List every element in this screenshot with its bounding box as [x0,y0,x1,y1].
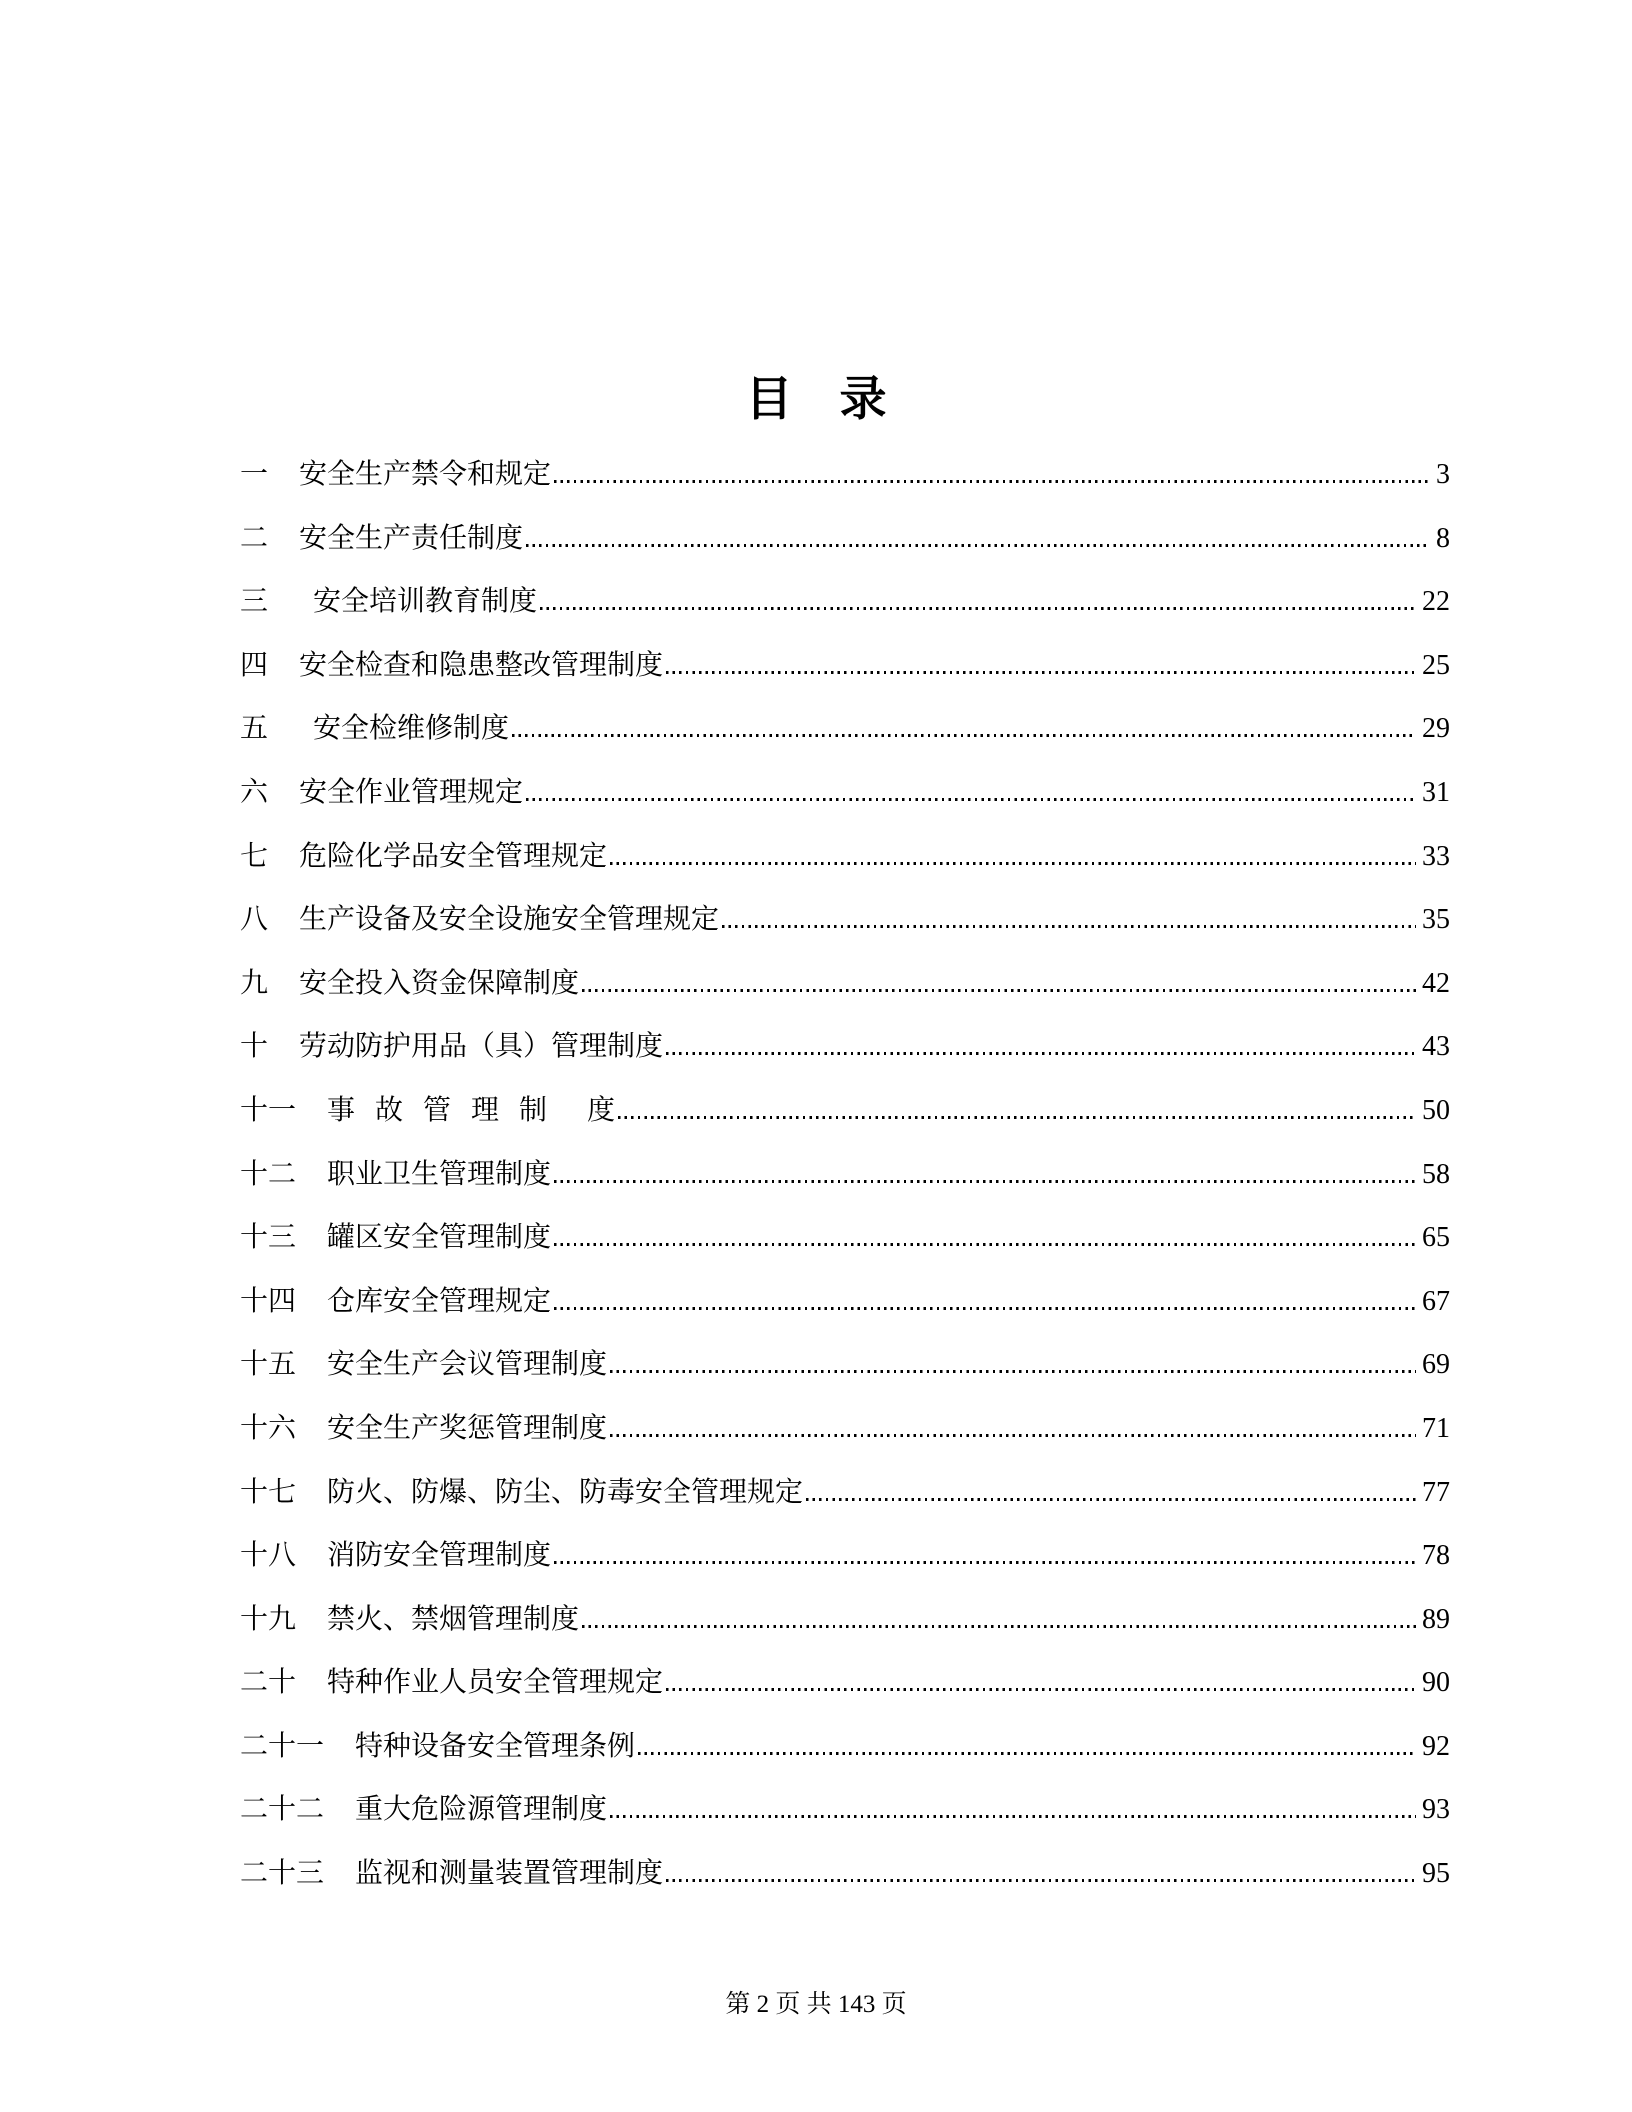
toc-entry-title: 消防安全管理制度 [327,1540,552,1572]
toc-entry-number: 二十二 [240,1794,325,1826]
toc-entry-page: 67 [1422,1285,1450,1317]
dot-leader [554,1561,1416,1564]
dot-leader [554,480,1430,483]
dot-leader [540,607,1416,610]
toc-entry-title: 安全生产禁令和规定 [299,459,552,490]
toc-entry-page: 22 [1422,586,1450,618]
toc-entry-title: 仓库安全管理规定 [327,1285,552,1317]
dot-leader [526,544,1430,547]
toc-entry[interactable] [240,888,1450,952]
toc-entry-number: 十八 [240,1540,297,1572]
toc-entry-page: 25 [1422,649,1450,681]
toc-entry[interactable] [240,1143,1450,1207]
toc-entry-title: 生产设备及安全设施安全管理规定 [299,904,720,936]
toc-entry[interactable] [240,1588,1450,1652]
toc-entry-number: 六 [240,776,269,808]
toc-entry[interactable] [240,1651,1450,1715]
toc-entry-number: 九 [240,967,269,999]
toc-entry-title: 特种作业人员安全管理规定 [327,1667,664,1699]
toc-entry[interactable] [240,1778,1450,1842]
dot-leader [666,1879,1416,1882]
toc-entry-page: 42 [1422,967,1450,999]
toc-entry[interactable] [240,1461,1450,1525]
toc-entry-page: 71 [1422,1412,1450,1444]
toc-entry-number: 一 [240,459,269,490]
toc-entry[interactable] [240,1270,1450,1334]
toc-entry-number: 五 [240,713,269,745]
toc-entry-title: 罐区安全管理制度 [327,1222,552,1254]
toc-entry-title: 安全检维修制度 [313,713,510,745]
toc-entry[interactable] [240,443,1450,507]
toc-entry-number: 二十 [240,1667,297,1699]
dot-leader [582,989,1416,992]
page-footer: 第 2 页 共 143 页 [725,1991,907,2018]
toc-entry-page: 65 [1422,1222,1450,1254]
toc-entry-page: 33 [1422,840,1450,872]
toc-entry-title: 安全生产奖惩管理制度 [327,1412,608,1444]
toc-entry-number: 十七 [240,1476,297,1508]
dot-leader [526,798,1416,801]
dot-leader [618,1116,1416,1119]
dot-leader [666,1052,1416,1055]
toc-entry-page: 3 [1436,459,1450,490]
toc-entry-title: 安全生产责任制度 [299,522,524,554]
toc-entry-number: 十二 [240,1158,297,1190]
toc-entry[interactable] [240,761,1450,825]
toc-entry-page: 90 [1422,1667,1450,1699]
toc-entry-number: 七 [240,840,269,872]
toc-entry[interactable] [240,1333,1450,1397]
toc-entry-title: 安全检查和隐患整改管理制度 [299,649,664,681]
dot-leader [806,1498,1416,1501]
dot-leader [610,862,1416,865]
toc-entry-number: 二十三 [240,1858,325,1890]
toc-entry[interactable] [240,1015,1450,1079]
toc-entry-page: 29 [1422,713,1450,745]
toc-entry[interactable] [240,570,1450,634]
toc-entry-title: 安全培训教育制度 [313,586,538,618]
toc-entry-page: 69 [1422,1349,1450,1381]
dot-leader [666,1688,1416,1691]
dot-leader [582,1625,1416,1628]
toc-entry-page: 58 [1422,1158,1450,1190]
toc-entry-number: 十一 [240,1094,297,1126]
toc-entry-page: 89 [1422,1603,1450,1635]
toc-entry-title: 劳动防护用品（具）管理制度 [299,1031,664,1063]
toc-entry-number: 十九 [240,1603,297,1635]
toc-entry-number: 十五 [240,1349,297,1381]
toc-entry-number: 十六 [240,1412,297,1444]
toc-entry[interactable] [240,1842,1450,1906]
toc-entry[interactable] [240,1715,1450,1779]
toc-entry[interactable] [240,1206,1450,1270]
toc-entry-page: 8 [1436,522,1450,554]
toc-entry-title: 特种设备安全管理条例 [355,1730,636,1762]
toc-entry-title: 重大危险源管理制度 [355,1794,608,1826]
dot-leader [638,1752,1416,1755]
toc-entry-title: 禁火、禁烟管理制度 [327,1603,580,1635]
toc-entry-page: 31 [1422,776,1450,808]
toc-entry-title: 安全生产会议管理制度 [327,1349,608,1381]
toc-entry-title: 安全作业管理规定 [299,776,524,808]
toc-entry[interactable] [240,1079,1450,1143]
toc-entry-page: 77 [1422,1476,1450,1508]
dot-leader [554,1180,1416,1183]
dot-leader [512,734,1416,737]
toc-entry[interactable] [240,507,1450,571]
toc-entry-number: 十 [240,1031,269,1063]
dot-leader [554,1243,1416,1246]
dot-leader [666,671,1416,674]
toc-entry-page: 50 [1422,1094,1450,1126]
dot-leader [610,1815,1416,1818]
toc-entry-number: 三 [240,586,269,618]
toc-entry[interactable] [240,634,1450,698]
dot-leader [554,1307,1416,1310]
toc-entry-number: 八 [240,904,269,936]
toc-entry-number: 二十一 [240,1730,325,1762]
toc-entry[interactable] [240,825,1450,889]
toc-list [240,443,1450,1906]
toc-entry-page: 93 [1422,1794,1450,1826]
dot-leader [610,1370,1416,1373]
toc-entry[interactable] [240,1397,1450,1461]
toc-entry-title: 监视和测量装置管理制度 [355,1858,664,1890]
toc-entry-title: 安全投入资金保障制度 [299,967,580,999]
dot-leader [610,1434,1416,1437]
toc-entry-title: 防火、防爆、防尘、防毒安全管理规定 [327,1476,804,1508]
toc-entry-number: 二 [240,522,269,554]
toc-entry-page: 78 [1422,1540,1450,1572]
toc-entry-title: 职业卫生管理制度 [327,1158,552,1190]
toc-entry-number: 十三 [240,1222,297,1254]
toc-entry-page: 92 [1422,1730,1450,1762]
toc-entry-page: 35 [1422,904,1450,936]
toc-entry-number: 十四 [240,1285,297,1317]
toc-title: 目 录 [745,374,887,426]
toc-entry-title: 危险化学品安全管理规定 [299,840,608,872]
toc-entry[interactable] [240,697,1450,761]
toc-entry-page: 43 [1422,1031,1450,1063]
toc-entry-number: 四 [240,649,269,681]
toc-entry-page: 95 [1422,1858,1450,1890]
toc-entry-title: 事 故 管 理 制 度 [327,1094,616,1126]
toc-entry[interactable] [240,952,1450,1016]
dot-leader [722,925,1416,928]
toc-entry[interactable] [240,1524,1450,1588]
